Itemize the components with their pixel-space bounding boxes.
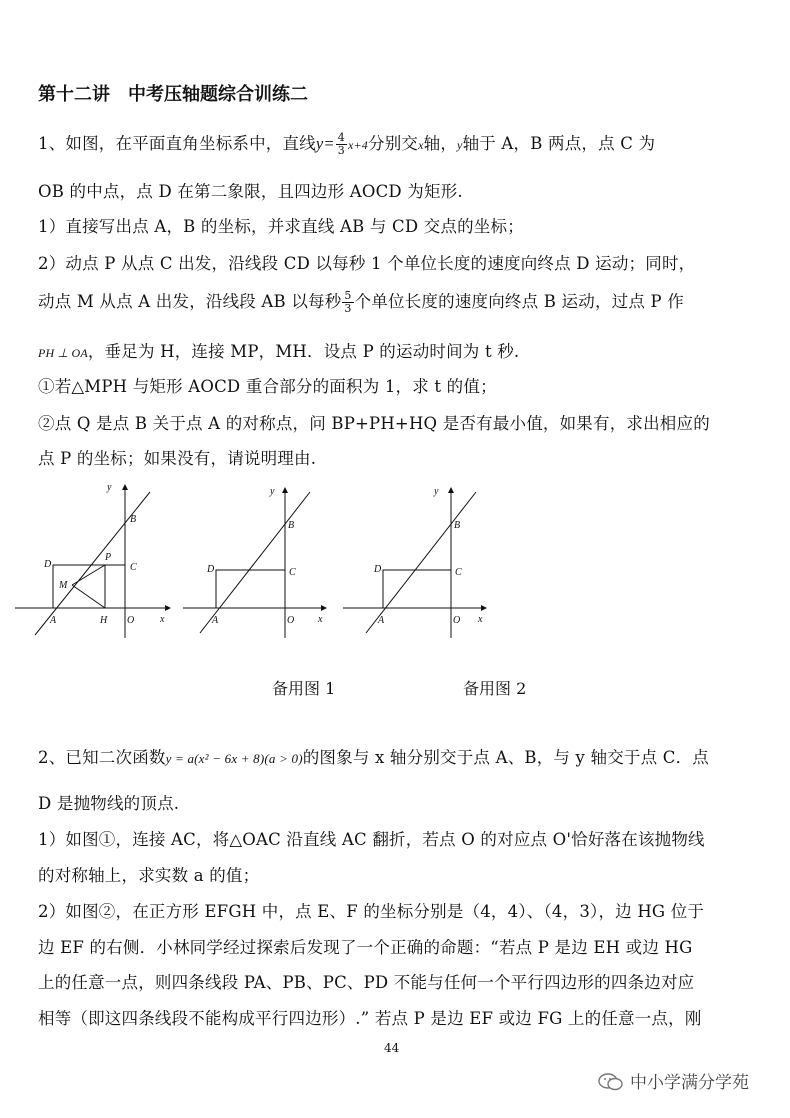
- page-number: 44: [384, 1041, 400, 1055]
- label-o: O: [287, 615, 295, 626]
- p2-line-4: 的对称轴上，求实数 a 的值；: [38, 866, 260, 885]
- label-p: P: [105, 552, 112, 563]
- label-a: A: [378, 615, 385, 626]
- label-b: B: [288, 520, 295, 531]
- p2-line-8: 相等（即这四条线段不能构成平行四边形）.” 若点 P 是边 EF 或边 FG 上的任意一点，刚: [38, 1009, 702, 1028]
- p1-line-3: 1）直接写出点 A，B 的坐标，并求直线 AB 与 CD 交点的坐标；: [38, 217, 524, 236]
- line-ab: [200, 492, 310, 633]
- label-x: x: [160, 614, 165, 625]
- p2-l1b: 的图象与 x 轴分别交于点 A、B，与 y 轴交于点 C．点: [302, 748, 709, 767]
- p2-line-6: 边 EF 的右侧．小林同学经过探索后发现了一个正确的命题：“若点 P 是边 EH 或边 HG: [38, 938, 693, 957]
- label-h: H: [100, 615, 108, 626]
- label-d: D: [374, 564, 382, 575]
- p1-line-6: [38, 338, 519, 362]
- label-d: D: [44, 559, 52, 570]
- label-c: C: [289, 567, 296, 578]
- rectangle-aocd: [216, 570, 285, 608]
- p2-l1a: 2、已知二次函数: [38, 748, 166, 767]
- label-m: M: [59, 580, 68, 591]
- quadratic-equation: y = a(x² − 6x + 8)(a > 0): [165, 751, 303, 766]
- p2-line-1: [38, 744, 709, 768]
- label-x: x: [318, 614, 323, 625]
- figure-1: [10, 480, 180, 640]
- p1-line-8: ②点 Q 是点 B 关于点 A 的对称点，问 BP+PH+HQ 是否有最小值，如果有，求出相应的: [38, 414, 710, 433]
- p1-l6b: ，垂足为 H，连接 MP，MH．设点 P 的运动时间为 t 秒.: [87, 342, 520, 361]
- label-d: D: [207, 564, 215, 575]
- p1-text-d: 轴，: [423, 134, 458, 153]
- p2-line-3: 1）如图①，连接 AC，将△OAC 沿直线 AC 翻折，若点 O 的对应点 O'恰好落在该抛物线: [38, 830, 705, 849]
- p2-line-2: D 是抛物线的顶点.: [38, 794, 180, 813]
- label-y: y: [270, 486, 275, 497]
- p1-line-9: 点 P 的坐标；如果没有，请说明理由.: [38, 449, 317, 468]
- p1-l5a: 动点 M 从点 A 出发，沿线段 AB 以每秒: [38, 292, 342, 311]
- label-b: B: [130, 514, 137, 525]
- label-c: C: [130, 562, 137, 573]
- wechat-icon: [598, 1072, 624, 1092]
- rectangle-aocd: [383, 570, 451, 608]
- p1-l5b: 个单位长度的速度向终点 B 运动，过点 P 作: [354, 292, 684, 311]
- label-y: y: [434, 486, 439, 497]
- p1-line-7: ①若△MPH 与矩形 AOCD 重合部分的面积为 1，求 t 的值；: [38, 377, 497, 396]
- caption-backup-figure-1: 备用图 1: [272, 679, 336, 698]
- lecture-title: 第十二讲 中考压轴题综合训练二: [38, 84, 308, 105]
- label-a: A: [212, 615, 219, 626]
- label-b: B: [454, 520, 461, 531]
- eq-fraction: $\frac{4}{3}$: [337, 131, 345, 157]
- p2-line-5: 2）如图②，在正方形 EFGH 中，点 E、F 的坐标分别是（4，4）、（4，3），边 HG 位于: [38, 902, 705, 921]
- label-o: O: [453, 615, 461, 626]
- caption-backup-figure-2: 备用图 2: [463, 679, 527, 698]
- eq-rest: x+4: [347, 138, 368, 152]
- p1-text: 1、如图，在平面直角坐标系中，直线: [38, 134, 316, 153]
- p1-line-5: [38, 288, 684, 315]
- label-o: O: [127, 615, 135, 626]
- line-ab: [366, 492, 476, 633]
- label-c: C: [455, 567, 462, 578]
- watermark-text: 中小学满分学苑: [630, 1073, 749, 1093]
- p1-text-b: 分别交: [368, 134, 419, 153]
- label-y: y: [107, 482, 112, 493]
- p2-line-7: 上的任意一点，则四条线段 PA、PB、PC、PD 不能与任何一个平行四边形的四条边对应: [38, 973, 695, 992]
- label-x: x: [478, 614, 483, 625]
- p1-line-1: [38, 130, 655, 157]
- p1-line-4: 2）动点 P 从点 C 出发，沿线段 CD 以每秒 1 个单位长度的速度向终点 D 运动；同时，: [38, 254, 696, 273]
- y-var: y: [457, 138, 463, 152]
- segment-mh: [72, 585, 105, 608]
- figure-3: [338, 480, 498, 640]
- ph-perp-oa: PH ⊥ OA: [38, 346, 88, 360]
- eq-y: y=: [315, 134, 335, 153]
- figure-2: [178, 480, 338, 640]
- x-var: x: [418, 138, 424, 152]
- speed-fraction: $\frac{5}{3}$: [344, 289, 352, 315]
- p1-text-f: 轴于 A，B 两点，点 C 为: [462, 134, 656, 153]
- label-a: A: [50, 615, 57, 626]
- p1-line-2: OB 的中点，点 D 在第二象限，且四边形 AOCD 为矩形.: [38, 182, 463, 201]
